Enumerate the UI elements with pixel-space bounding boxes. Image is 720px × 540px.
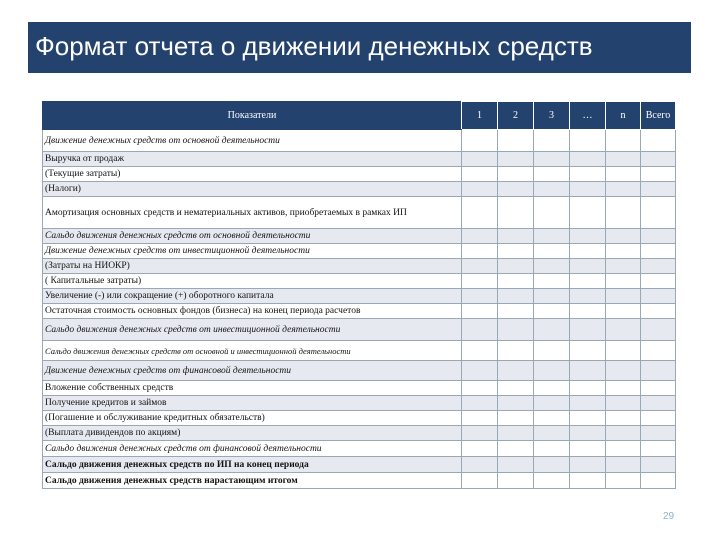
value-cell [606,289,641,304]
table-row [43,381,676,396]
header-indicators: Показатели [43,102,462,130]
value-cell [498,381,534,396]
value-cell [498,341,534,361]
row-label: Сальдо движения денежных средств нарастающим итогом [43,473,462,489]
value-cell [570,457,606,473]
value-cell [641,259,676,274]
value-cell [534,426,570,441]
value-cell [641,441,676,457]
table-row [43,441,676,457]
table-row [43,304,676,319]
header-col-ellipsis: … [570,102,606,130]
value-cell [534,130,570,152]
value-cell [462,130,498,152]
value-cell [462,244,498,259]
value-cell [570,304,606,319]
row-label: Остаточная стоимость основных фондов (бизнеса) на конец периода расчетов [43,304,462,319]
table-row [43,473,676,489]
value-cell [462,381,498,396]
value-cell [534,274,570,289]
value-cell [462,229,498,244]
value-cell [534,473,570,489]
value-cell [641,152,676,167]
row-label: Движение денежных средств от финансовой деятельности [43,361,462,381]
value-cell [462,289,498,304]
value-cell [606,197,641,229]
value-cell [462,361,498,381]
value-cell [498,457,534,473]
table-row [43,152,676,167]
header-col-1: 1 [462,102,498,130]
value-cell [534,396,570,411]
table-row [43,274,676,289]
value-cell [570,152,606,167]
value-cell [641,289,676,304]
value-cell [534,381,570,396]
value-cell [534,289,570,304]
row-label: (Погашение и обслуживание кредитных обязательств) [43,411,462,426]
value-cell [498,182,534,197]
value-cell [534,319,570,341]
value-cell [498,197,534,229]
value-cell [641,426,676,441]
header-col-3: 3 [534,102,570,130]
value-cell [570,259,606,274]
table-row [43,426,676,441]
value-cell [534,457,570,473]
value-cell [570,441,606,457]
value-cell [606,441,641,457]
value-cell [606,244,641,259]
value-cell [570,361,606,381]
value-cell [570,381,606,396]
value-cell [498,289,534,304]
table-row [43,259,676,274]
value-cell [498,244,534,259]
value-cell [606,411,641,426]
cash-flow-report-table [42,101,676,489]
value-cell [641,341,676,361]
value-cell [641,182,676,197]
row-label: Сальдо движения денежных средств по ИП на конец периода [43,457,462,473]
title-bar [28,22,691,73]
table-row [43,289,676,304]
value-cell [498,259,534,274]
row-label: Получение кредитов и займов [43,396,462,411]
value-cell [641,411,676,426]
value-cell [606,130,641,152]
row-label: Сальдо движения денежных средств от финансовой деятельности [43,441,462,457]
row-label: Увеличение (-) или сокращение (+) оборотного капитала [43,289,462,304]
value-cell [462,319,498,341]
row-label: Сальдо движения денежных средств от инвестиционной деятельности [43,319,462,341]
value-cell [641,396,676,411]
value-cell [606,259,641,274]
value-cell [606,341,641,361]
value-cell [462,473,498,489]
row-label: Движение денежных средств от основной деятельности [43,130,462,152]
row-label: Движение денежных средств от инвестиционной деятельности [43,244,462,259]
value-cell [462,259,498,274]
value-cell [498,426,534,441]
table-header-row [43,102,676,130]
value-cell [462,182,498,197]
value-cell [641,229,676,244]
value-cell [498,473,534,489]
value-cell [498,229,534,244]
value-cell [498,130,534,152]
page-number: 29 [663,511,675,522]
value-cell [641,130,676,152]
value-cell [606,457,641,473]
row-label: (Затраты на НИОКР) [43,259,462,274]
value-cell [606,229,641,244]
value-cell [606,381,641,396]
value-cell [641,361,676,381]
value-cell [606,274,641,289]
table-body [43,130,676,489]
value-cell [570,130,606,152]
row-label: Сальдо движения денежных средств от основной и инвестиционной деятельности [43,341,462,361]
row-label: (Выплата дивидендов по акциям) [43,426,462,441]
table-row [43,130,676,152]
value-cell [498,441,534,457]
value-cell [570,341,606,361]
value-cell [462,304,498,319]
table-row [43,182,676,197]
row-label: Сальдо движения денежных средств от основной деятельности [43,229,462,244]
value-cell [570,289,606,304]
table-row [43,457,676,473]
value-cell [498,396,534,411]
value-cell [534,259,570,274]
value-cell [641,381,676,396]
value-cell [534,341,570,361]
value-cell [534,167,570,182]
value-cell [498,167,534,182]
value-cell [462,396,498,411]
row-label: (Налоги) [43,182,462,197]
value-cell [606,167,641,182]
value-cell [570,229,606,244]
row-label: (Текущие затраты) [43,167,462,182]
table-row [43,341,676,361]
value-cell [606,396,641,411]
value-cell [641,244,676,259]
value-cell [462,457,498,473]
value-cell [570,396,606,411]
value-cell [606,426,641,441]
value-cell [641,457,676,473]
value-cell [498,274,534,289]
value-cell [534,152,570,167]
value-cell [570,411,606,426]
value-cell [498,361,534,381]
table-row [43,361,676,381]
value-cell [498,152,534,167]
value-cell [570,319,606,341]
value-cell [606,361,641,381]
value-cell [641,167,676,182]
value-cell [641,473,676,489]
value-cell [606,473,641,489]
table-row [43,411,676,426]
value-cell [606,152,641,167]
value-cell [534,441,570,457]
value-cell [462,197,498,229]
table-row [43,229,676,244]
row-label: Амортизация основных средств и нематериальных активов, приобретаемых в рамках ИП [43,197,462,229]
table-row [43,396,676,411]
value-cell [641,304,676,319]
value-cell [534,244,570,259]
value-cell [606,304,641,319]
header-col-total: Всего [641,102,676,130]
value-cell [534,182,570,197]
value-cell [498,304,534,319]
value-cell [534,304,570,319]
value-cell [641,319,676,341]
value-cell [570,197,606,229]
value-cell [641,197,676,229]
row-label: ( Капитальные затраты) [43,274,462,289]
value-cell [606,182,641,197]
value-cell [534,197,570,229]
value-cell [570,182,606,197]
value-cell [534,411,570,426]
table-row [43,167,676,182]
value-cell [462,441,498,457]
table-row [43,319,676,341]
row-label: Выручка от продаж [43,152,462,167]
page-title: Формат отчета о движении денежных средств [35,31,593,61]
value-cell [498,319,534,341]
value-cell [570,426,606,441]
value-cell [462,152,498,167]
value-cell [570,167,606,182]
value-cell [641,274,676,289]
value-cell [570,244,606,259]
value-cell [606,319,641,341]
value-cell [498,411,534,426]
row-label: Вложение собственных средств [43,381,462,396]
table-row [43,197,676,229]
value-cell [570,473,606,489]
value-cell [462,341,498,361]
header-col-n: n [606,102,641,130]
value-cell [462,426,498,441]
value-cell [462,411,498,426]
value-cell [462,167,498,182]
table-row [43,244,676,259]
header-col-2: 2 [498,102,534,130]
value-cell [534,361,570,381]
value-cell [462,274,498,289]
value-cell [570,274,606,289]
value-cell [534,229,570,244]
